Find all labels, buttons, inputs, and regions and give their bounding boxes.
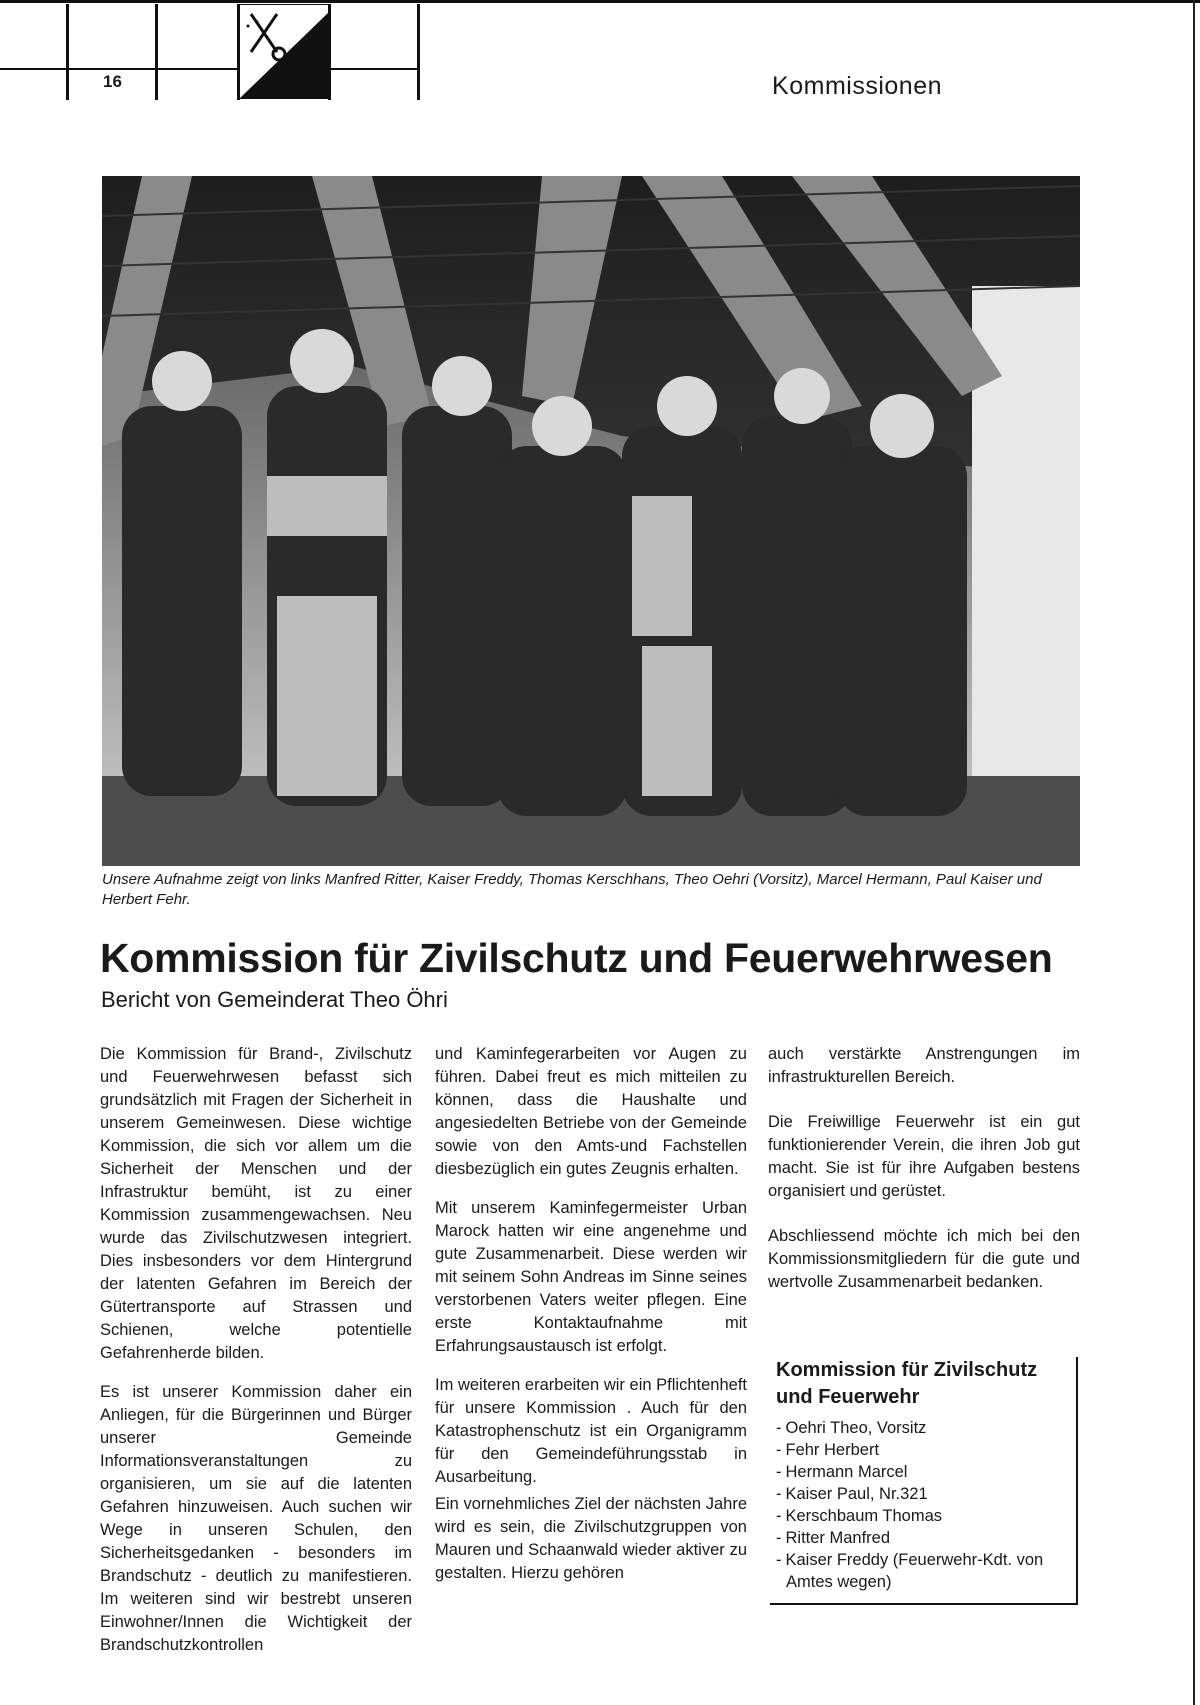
list-dash: - [776,1507,782,1525]
article-subtitle: Bericht von Gemeinderat Theo Öhri [101,987,448,1012]
list-item [776,1439,1076,1461]
list-item [776,1483,1076,1505]
list-item [776,1417,1076,1439]
member-name: Kaiser Paul, Nr.321 [785,1485,928,1503]
members-box-title: Kommission für Zivilschutz und Feuerwehr [776,1359,1038,1408]
page-number: 16 [103,72,122,91]
list-item [776,1549,1076,1593]
text-column-2 [435,1043,747,1601]
member-name: Hermann Marcel [785,1463,908,1481]
paragraph: Es ist unserer Kommission daher ein Anliegen, für die Bürgerinnen und Bürger unserer Gemeinde Informationsveranstaltungen zu organisieren, um sie auf die latenten Gefahren hinzuweisen. Auch suchen wir Wege in unseren Schulen, den Sicherheitsgedanken - besonders im Brandschutz - deutlich zu manifestieren. Im weiteren sind wir bestrebt unseren Einwohner/Innen die Wichtigkeit der Brandschutzkontrollen [100,1383,412,1654]
list-item [776,1505,1076,1527]
header-grid [0,4,420,100]
list-dash: - [776,1529,782,1547]
paragraph: auch verstärkte Anstrengungen im infrastrukturellen Bereich. [768,1045,1080,1086]
member-name: Ritter Manfred [785,1529,891,1547]
top-rule [0,0,1200,3]
member-name: Fehr Herbert [785,1441,880,1459]
group-photo [102,176,1080,866]
list-dash: - [776,1485,782,1503]
list-dash: - [776,1551,782,1569]
section-title: Kommissionen [772,72,942,100]
article-title: Kommission für Zivilschutz und Feuerwehrwesen [100,935,1053,981]
list-dash: - [776,1441,782,1459]
emblem-icon [239,4,329,99]
right-rule [1193,0,1195,1705]
text-column-3 [768,1043,1080,1310]
list-item [776,1527,1076,1549]
list-item [776,1461,1076,1483]
list-dash: - [776,1463,782,1481]
members-list [776,1417,1076,1593]
member-name: Kerschbaum Thomas [785,1507,943,1525]
member-name: Kaiser Freddy (Feuerwehr-Kdt. von Amtes wegen) [785,1551,1044,1591]
paragraph: Die Kommission für Brand-, Zivilschutz und Feuerwehrwesen befasst sich grundsätzlich mit Fragen der Sicherheit in unserem Gemeinwesen. Diese wichtige Kommission, die sich vor allem um die Sicherheit der Menschen und der Infrastruktur bemüht, ist zu einer Kommission zusammengewachsen. Neu wurde das Zivilschutzwesen integriert. Dies insbesonders vor dem Hintergrund der latenten Gefahren im Bereich der Gütertransporte auf Strassen und Schienen, welche potentielle Gefahrenherde bilden. [100,1045,412,1362]
list-dash: - [776,1419,782,1437]
paragraph: Die Freiwillige Feuerwehr ist ein gut funktionierender Verein, die ihren Job gut macht. Sie ist für ihre Aufgaben bestens organisiert und gerüstet. [768,1113,1080,1200]
text-column-1 [100,1043,412,1673]
paragraph: Im weiteren erarbeiten wir ein Pflichtenheft für unsere Kommission . Auch für den Katastrophenschutz ist ein Organigramm für den Gemeindeführungsstab in Ausarbeitung. [435,1376,747,1486]
paragraph: und Kaminfegerarbeiten vor Augen zu führen. Dabei freut es mich mitteilen zu können, dass die Haushalte und angesiedelten Betriebe von der Gemeinde sowie von den Amts-und Fachstellen diesbezüglich ein gutes Zeugnis erhalten. [435,1045,747,1178]
member-name: Oehri Theo, Vorsitz [785,1419,927,1437]
paragraph: Abschliessend möchte ich mich bei den Kommissionsmitgliedern für die gute und wertvolle Zusammenarbeit bedanken. [768,1227,1080,1291]
paragraph: Ein vornehmliches Ziel der nächsten Jahre wird es sein, die Zivilschutzgruppen von Mauren und Schaanwald wieder aktiver zu gestalten. Hierzu gehören [435,1495,747,1582]
members-box [770,1357,1078,1605]
paragraph: Mit unserem Kaminfegermeister Urban Marock hatten wir eine angenehme und gute Zusammenarbeit. Diese werden wir mit seinem Sohn Andreas im Sinne seines verstorbenen Vaters weiter pflegen. Eine erste Kontaktaufnahme mit Erfahrungsaustausch ist erfolgt. [435,1199,747,1355]
photo-caption: Unsere Aufnahme zeigt von links Manfred Ritter, Kaiser Freddy, Thomas Kerschhans, Theo Oehri (Vorsitz), Marcel Hermann, Paul Kaiser und Herbert Fehr. [102,871,1042,908]
